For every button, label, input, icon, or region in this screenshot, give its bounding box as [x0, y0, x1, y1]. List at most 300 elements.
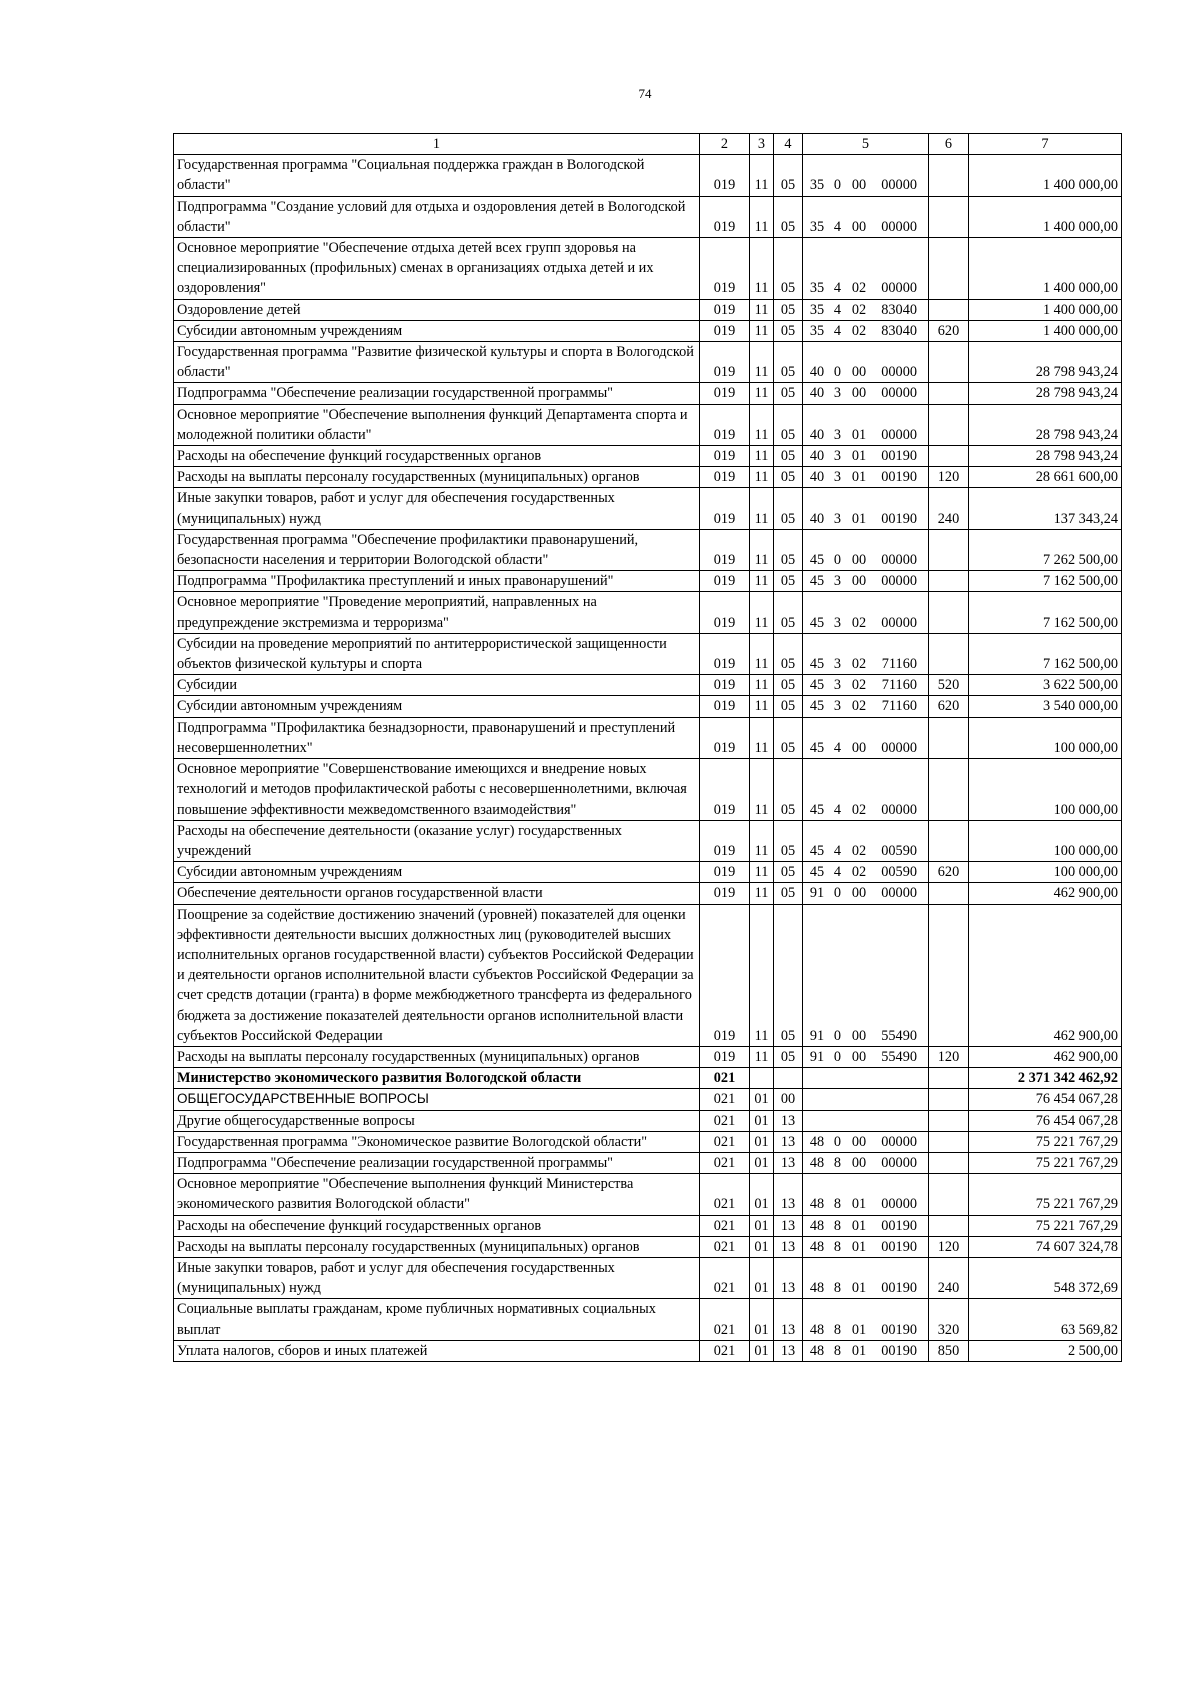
section-code-cell: 11 [750, 696, 774, 717]
event-code: 01 [851, 1217, 867, 1234]
table-row [174, 592, 1122, 633]
table-row [174, 1236, 1122, 1257]
subsection-code-cell: 05 [774, 488, 803, 529]
program-code: 35 [809, 280, 825, 297]
subsection-code-cell: 05 [774, 299, 803, 320]
amount-cell: 2 500,00 [969, 1340, 1122, 1361]
section-code-cell: 11 [750, 320, 774, 341]
row-name-cell: Государственная программа "Социальная поддержка граждан в Вологодской области" [174, 155, 700, 196]
event-code: 00 [851, 885, 867, 902]
section-code-cell: 11 [750, 675, 774, 696]
ministry-code-cell: 019 [700, 820, 750, 861]
subsection-code-cell: 00 [774, 1089, 803, 1110]
direction-code: 00000 [881, 218, 917, 235]
row-name-cell: Обеспечение деятельности органов государственной власти [174, 883, 700, 904]
table-row [174, 1046, 1122, 1067]
section-code-cell: 11 [750, 820, 774, 861]
subprogram-code: 8 [833, 1217, 842, 1234]
subsection-code-cell: 05 [774, 675, 803, 696]
subprogram-code: 8 [833, 1280, 842, 1297]
row-name-cell: Субсидии автономным учреждениям [174, 320, 700, 341]
event-code: 00 [851, 1133, 867, 1150]
subprogram-code: 3 [833, 656, 842, 673]
expense-type-cell: 240 [929, 488, 969, 529]
row-name-cell: Расходы на обеспечение функций государственных органов [174, 1215, 700, 1236]
target-article-cell [803, 1110, 929, 1131]
amount-cell: 3 622 500,00 [969, 675, 1122, 696]
expense-type-cell [929, 446, 969, 467]
subsection-code-cell: 05 [774, 862, 803, 883]
table-row [174, 404, 1122, 445]
ministry-code-cell: 019 [700, 1046, 750, 1067]
table-row [174, 320, 1122, 341]
subsection-code-cell: 05 [774, 571, 803, 592]
direction-code: 00190 [881, 448, 917, 465]
event-code: 02 [851, 280, 867, 297]
target-article-cell [803, 1340, 929, 1361]
direction-code: 55490 [881, 1027, 917, 1044]
event-code: 00 [851, 364, 867, 381]
amount-cell: 28 798 943,24 [969, 404, 1122, 445]
target-article-cell [803, 717, 929, 758]
amount-cell: 63 569,82 [969, 1299, 1122, 1340]
direction-code: 00000 [881, 280, 917, 297]
subprogram-code: 4 [833, 280, 842, 297]
subprogram-code: 8 [833, 1238, 842, 1255]
target-article-cell [803, 155, 929, 196]
amount-cell: 462 900,00 [969, 883, 1122, 904]
subsection-code-cell: 05 [774, 529, 803, 570]
direction-code: 00000 [881, 552, 917, 569]
ministry-code-cell: 019 [700, 717, 750, 758]
subprogram-code: 4 [833, 842, 842, 859]
expense-type-cell [929, 342, 969, 383]
table-row [174, 571, 1122, 592]
section-code-cell: 01 [750, 1089, 774, 1110]
row-name-cell: Подпрограмма "Профилактика преступлений и иных правонарушений" [174, 571, 700, 592]
event-code: 02 [851, 698, 867, 715]
subprogram-code: 4 [833, 801, 842, 818]
target-article-cell [803, 696, 929, 717]
direction-code: 00000 [881, 801, 917, 818]
direction-code: 83040 [881, 322, 917, 339]
amount-cell: 28 798 943,24 [969, 446, 1122, 467]
expense-type-cell [929, 1068, 969, 1089]
target-article-cell [803, 1131, 929, 1152]
direction-code: 71160 [881, 656, 917, 673]
row-name-cell: Основное мероприятие "Обеспечение отдыха детей всех групп здоровья на специализированных (профильных) сменах в организациях отдыха детей и их оздоровления" [174, 238, 700, 300]
table-row [174, 1152, 1122, 1173]
subsection-code-cell: 13 [774, 1299, 803, 1340]
amount-cell: 28 661 600,00 [969, 467, 1122, 488]
amount-cell: 3 540 000,00 [969, 696, 1122, 717]
row-name-cell: Уплата налогов, сборов и иных платежей [174, 1340, 700, 1361]
subsection-code-cell: 05 [774, 383, 803, 404]
target-article-cell [803, 1089, 929, 1110]
table-row [174, 1089, 1122, 1110]
amount-cell: 1 400 000,00 [969, 238, 1122, 300]
ministry-code-cell: 019 [700, 675, 750, 696]
expense-type-cell: 320 [929, 1299, 969, 1340]
table-row [174, 196, 1122, 237]
ministry-code-cell: 019 [700, 883, 750, 904]
section-code-cell [750, 1068, 774, 1089]
subprogram-code: 3 [833, 677, 842, 694]
row-name-cell: Расходы на выплаты персоналу государственных (муниципальных) органов [174, 1046, 700, 1067]
event-code: 00 [851, 385, 867, 402]
table-row [174, 299, 1122, 320]
expense-type-cell [929, 1089, 969, 1110]
ministry-code-cell: 019 [700, 238, 750, 300]
target-article-cell [803, 529, 929, 570]
header-cell-5: 5 [803, 134, 929, 155]
table-row [174, 1131, 1122, 1152]
program-code: 35 [809, 218, 825, 235]
table-row [174, 155, 1122, 196]
subsection-code-cell [774, 1068, 803, 1089]
header-cell-7: 7 [969, 134, 1122, 155]
expense-type-cell [929, 1174, 969, 1215]
table-row [174, 717, 1122, 758]
target-article-cell [803, 299, 929, 320]
direction-code: 55490 [881, 1048, 917, 1065]
program-code: 48 [809, 1238, 825, 1255]
expense-type-cell [929, 529, 969, 570]
program-code: 40 [809, 385, 825, 402]
subsection-code-cell: 05 [774, 155, 803, 196]
section-code-cell: 11 [750, 904, 774, 1046]
expense-type-cell: 850 [929, 1340, 969, 1361]
subprogram-code: 8 [833, 1154, 842, 1171]
expense-type-cell: 620 [929, 862, 969, 883]
ministry-code-cell: 019 [700, 488, 750, 529]
row-name-cell: Основное мероприятие "Обеспечение выполнения функций Министерства экономического развития Вологодской области" [174, 1174, 700, 1215]
subprogram-code: 8 [833, 1196, 842, 1213]
amount-cell: 28 798 943,24 [969, 383, 1122, 404]
subsection-code-cell: 05 [774, 1046, 803, 1067]
subsection-code-cell: 05 [774, 820, 803, 861]
event-code: 02 [851, 864, 867, 881]
subsection-code-cell: 13 [774, 1174, 803, 1215]
event-code: 00 [851, 218, 867, 235]
subsection-code-cell: 05 [774, 904, 803, 1046]
section-code-cell: 01 [750, 1152, 774, 1173]
event-code: 02 [851, 842, 867, 859]
subprogram-code: 4 [833, 218, 842, 235]
program-code: 35 [809, 301, 825, 318]
table-row [174, 862, 1122, 883]
ministry-code-cell: 021 [700, 1068, 750, 1089]
amount-cell: 75 221 767,29 [969, 1131, 1122, 1152]
target-article-cell [803, 1257, 929, 1298]
header-cell-2: 2 [700, 134, 750, 155]
section-code-cell: 11 [750, 571, 774, 592]
ministry-code-cell: 019 [700, 862, 750, 883]
program-code: 48 [809, 1321, 825, 1338]
event-code: 01 [851, 469, 867, 486]
ministry-code-cell: 019 [700, 446, 750, 467]
row-name-cell: Расходы на обеспечение функций государственных органов [174, 446, 700, 467]
row-name-cell: Поощрение за содействие достижению значений (уровней) показателей для оценки эффективности деятельности высших должностных лиц (руководителей высших исполнительных органов государственной власти) субъектов Российской Федерации и деятельности органов исполнительной власти субъектов Российской Федерации за счет средств дотации (гранта) в форме межбюджетного трансферта из федерального бюджета за достижение показателей деятельности органов исполнительной власти субъектов Российской Федерации [174, 904, 700, 1046]
ministry-code-cell: 019 [700, 467, 750, 488]
section-code-cell: 11 [750, 633, 774, 674]
subprogram-code: 3 [833, 469, 842, 486]
subprogram-code: 3 [833, 385, 842, 402]
expense-type-cell [929, 404, 969, 445]
subprogram-code: 0 [833, 885, 842, 902]
expense-type-cell [929, 820, 969, 861]
program-code: 45 [809, 842, 825, 859]
expense-type-cell: 240 [929, 1257, 969, 1298]
ministry-code-cell: 021 [700, 1152, 750, 1173]
header-cell-1: 1 [174, 134, 700, 155]
program-code: 91 [809, 885, 825, 902]
expense-type-cell [929, 383, 969, 404]
amount-cell: 1 400 000,00 [969, 155, 1122, 196]
target-article-cell [803, 862, 929, 883]
target-article-cell [803, 1068, 929, 1089]
table-row [174, 1215, 1122, 1236]
row-name-cell: Иные закупки товаров, работ и услуг для обеспечения государственных (муниципальных) нужд [174, 1257, 700, 1298]
section-code-cell: 11 [750, 862, 774, 883]
section-code-cell: 11 [750, 717, 774, 758]
direction-code: 00000 [881, 364, 917, 381]
table-row [174, 759, 1122, 821]
expense-type-cell [929, 633, 969, 674]
target-article-cell [803, 1046, 929, 1067]
section-code-cell: 11 [750, 446, 774, 467]
direction-code: 00000 [881, 573, 917, 590]
expense-type-cell: 620 [929, 320, 969, 341]
target-article-cell [803, 820, 929, 861]
expense-type-cell [929, 238, 969, 300]
direction-code: 00190 [881, 1321, 917, 1338]
target-article-cell [803, 383, 929, 404]
amount-cell: 137 343,24 [969, 488, 1122, 529]
row-name-cell: Субсидии автономным учреждениям [174, 696, 700, 717]
section-code-cell: 01 [750, 1257, 774, 1298]
row-name-cell: Основное мероприятие "Проведение мероприятий, направленных на предупреждение экстремизма и терроризма" [174, 592, 700, 633]
subsection-code-cell: 13 [774, 1215, 803, 1236]
direction-code: 00000 [881, 1133, 917, 1150]
expense-type-cell: 120 [929, 467, 969, 488]
expense-type-cell [929, 196, 969, 237]
row-name-cell: Государственная программа "Экономическое развитие Вологодской области" [174, 1131, 700, 1152]
section-code-cell: 11 [750, 529, 774, 570]
amount-cell: 7 262 500,00 [969, 529, 1122, 570]
subsection-code-cell: 05 [774, 446, 803, 467]
event-code: 00 [851, 1048, 867, 1065]
section-code-cell: 11 [750, 759, 774, 821]
subsection-code-cell: 05 [774, 883, 803, 904]
expense-type-cell [929, 1131, 969, 1152]
event-code: 00 [851, 177, 867, 194]
amount-cell: 100 000,00 [969, 820, 1122, 861]
direction-code: 00000 [881, 614, 917, 631]
event-code: 00 [851, 739, 867, 756]
subprogram-code: 8 [833, 1321, 842, 1338]
program-code: 48 [809, 1280, 825, 1297]
program-code: 48 [809, 1133, 825, 1150]
target-article-cell [803, 404, 929, 445]
row-name-cell: Подпрограмма "Обеспечение реализации государственной программы" [174, 383, 700, 404]
table-row [174, 467, 1122, 488]
direction-code: 00190 [881, 1217, 917, 1234]
amount-cell: 100 000,00 [969, 717, 1122, 758]
amount-cell: 100 000,00 [969, 759, 1122, 821]
ministry-code-cell: 021 [700, 1236, 750, 1257]
event-code: 00 [851, 1154, 867, 1171]
row-name-cell: Основное мероприятие "Обеспечение выполнения функций Департамента спорта и молодежной политики области" [174, 404, 700, 445]
subsection-code-cell: 13 [774, 1131, 803, 1152]
expense-type-cell [929, 883, 969, 904]
row-name-cell: Иные закупки товаров, работ и услуг для обеспечения государственных (муниципальных) нужд [174, 488, 700, 529]
row-name-cell: Государственная программа "Развитие физической культуры и спорта в Вологодской области" [174, 342, 700, 383]
subsection-code-cell: 13 [774, 1110, 803, 1131]
section-code-cell: 11 [750, 299, 774, 320]
ministry-code-cell: 021 [700, 1257, 750, 1298]
ministry-code-cell: 021 [700, 1131, 750, 1152]
amount-cell: 7 162 500,00 [969, 571, 1122, 592]
row-name-cell: Подпрограмма "Создание условий для отдыха и оздоровления детей в Вологодской области" [174, 196, 700, 237]
program-code: 35 [809, 177, 825, 194]
event-code: 02 [851, 614, 867, 631]
subprogram-code: 3 [833, 448, 842, 465]
subsection-code-cell: 13 [774, 1340, 803, 1361]
row-name-cell: Министерство экономического развития Вологодской области [174, 1068, 700, 1089]
program-code: 40 [809, 510, 825, 527]
table-body [174, 155, 1122, 1362]
section-code-cell: 01 [750, 1215, 774, 1236]
subprogram-code: 0 [833, 1027, 842, 1044]
program-code: 45 [809, 552, 825, 569]
program-code: 35 [809, 322, 825, 339]
subprogram-code: 0 [833, 552, 842, 569]
direction-code: 71160 [881, 698, 917, 715]
budget-table [173, 133, 1122, 1362]
program-code: 40 [809, 469, 825, 486]
target-article-cell [803, 1215, 929, 1236]
subprogram-code: 3 [833, 426, 842, 443]
ministry-code-cell: 019 [700, 696, 750, 717]
expense-type-cell [929, 592, 969, 633]
table-row [174, 342, 1122, 383]
header-row [174, 134, 1122, 155]
target-article-cell [803, 883, 929, 904]
target-article-cell [803, 592, 929, 633]
target-article-cell [803, 1174, 929, 1215]
event-code: 01 [851, 1342, 867, 1359]
event-code: 00 [851, 552, 867, 569]
row-name-cell: Основное мероприятие "Совершенствование имеющихся и внедрение новых технологий и методов профилактической работы с несовершеннолетними, включая повышение эффективности межведомственного взаимодействия" [174, 759, 700, 821]
section-code-cell: 01 [750, 1174, 774, 1215]
table-row [174, 1257, 1122, 1298]
subsection-code-cell: 05 [774, 467, 803, 488]
event-code: 01 [851, 448, 867, 465]
subprogram-code: 4 [833, 301, 842, 318]
subprogram-code: 0 [833, 1048, 842, 1065]
amount-cell: 100 000,00 [969, 862, 1122, 883]
row-name-cell: Субсидии автономным учреждениям [174, 862, 700, 883]
direction-code: 71160 [881, 677, 917, 694]
amount-cell: 7 162 500,00 [969, 633, 1122, 674]
subsection-code-cell: 13 [774, 1152, 803, 1173]
program-code: 40 [809, 426, 825, 443]
expense-type-cell [929, 904, 969, 1046]
table-row [174, 383, 1122, 404]
ministry-code-cell: 019 [700, 342, 750, 383]
subprogram-code: 3 [833, 698, 842, 715]
header-cell-4: 4 [774, 134, 803, 155]
ministry-code-cell: 019 [700, 383, 750, 404]
row-name-cell: Государственная программа "Обеспечение профилактики правонарушений, безопасности населения и территории Вологодской области" [174, 529, 700, 570]
subprogram-code: 8 [833, 1342, 842, 1359]
amount-cell: 76 454 067,28 [969, 1110, 1122, 1131]
amount-cell: 75 221 767,29 [969, 1215, 1122, 1236]
table-row [174, 1340, 1122, 1361]
section-code-cell: 11 [750, 404, 774, 445]
program-code: 45 [809, 656, 825, 673]
table-row [174, 633, 1122, 674]
subsection-code-cell: 13 [774, 1236, 803, 1257]
subprogram-code: 0 [833, 364, 842, 381]
subsection-code-cell: 05 [774, 320, 803, 341]
target-article-cell [803, 1152, 929, 1173]
expense-type-cell [929, 1215, 969, 1236]
table-row [174, 1068, 1122, 1089]
section-code-cell: 11 [750, 488, 774, 529]
subprogram-code: 0 [833, 1133, 842, 1150]
direction-code: 00000 [881, 739, 917, 756]
section-code-cell: 11 [750, 1046, 774, 1067]
section-code-cell: 01 [750, 1131, 774, 1152]
section-code-cell: 01 [750, 1299, 774, 1340]
table-row [174, 1110, 1122, 1131]
ministry-code-cell: 021 [700, 1299, 750, 1340]
event-code: 01 [851, 1280, 867, 1297]
row-name-cell: Субсидии на проведение мероприятий по антитеррористической защищенности объектов физической культуры и спорта [174, 633, 700, 674]
amount-cell: 28 798 943,24 [969, 342, 1122, 383]
section-code-cell: 11 [750, 592, 774, 633]
target-article-cell [803, 1236, 929, 1257]
table-row [174, 696, 1122, 717]
direction-code: 00000 [881, 1196, 917, 1213]
section-code-cell: 11 [750, 883, 774, 904]
direction-code: 83040 [881, 301, 917, 318]
amount-cell: 74 607 324,78 [969, 1236, 1122, 1257]
target-article-cell [803, 488, 929, 529]
direction-code: 00190 [881, 1238, 917, 1255]
amount-cell: 548 372,69 [969, 1257, 1122, 1298]
row-name-cell: Расходы на выплаты персоналу государственных (муниципальных) органов [174, 1236, 700, 1257]
table-row [174, 1299, 1122, 1340]
direction-code: 00000 [881, 426, 917, 443]
event-code: 02 [851, 801, 867, 818]
program-code: 45 [809, 614, 825, 631]
target-article-cell [803, 342, 929, 383]
target-article-cell [803, 675, 929, 696]
amount-cell: 75 221 767,29 [969, 1152, 1122, 1173]
amount-cell: 462 900,00 [969, 904, 1122, 1046]
target-article-cell [803, 320, 929, 341]
page-number: 74 [638, 86, 652, 101]
row-name-cell: Другие общегосударственные вопросы [174, 1110, 700, 1131]
subsection-code-cell: 05 [774, 342, 803, 383]
expense-type-cell: 120 [929, 1046, 969, 1067]
direction-code: 00190 [881, 510, 917, 527]
ministry-code-cell: 019 [700, 759, 750, 821]
target-article-cell [803, 904, 929, 1046]
